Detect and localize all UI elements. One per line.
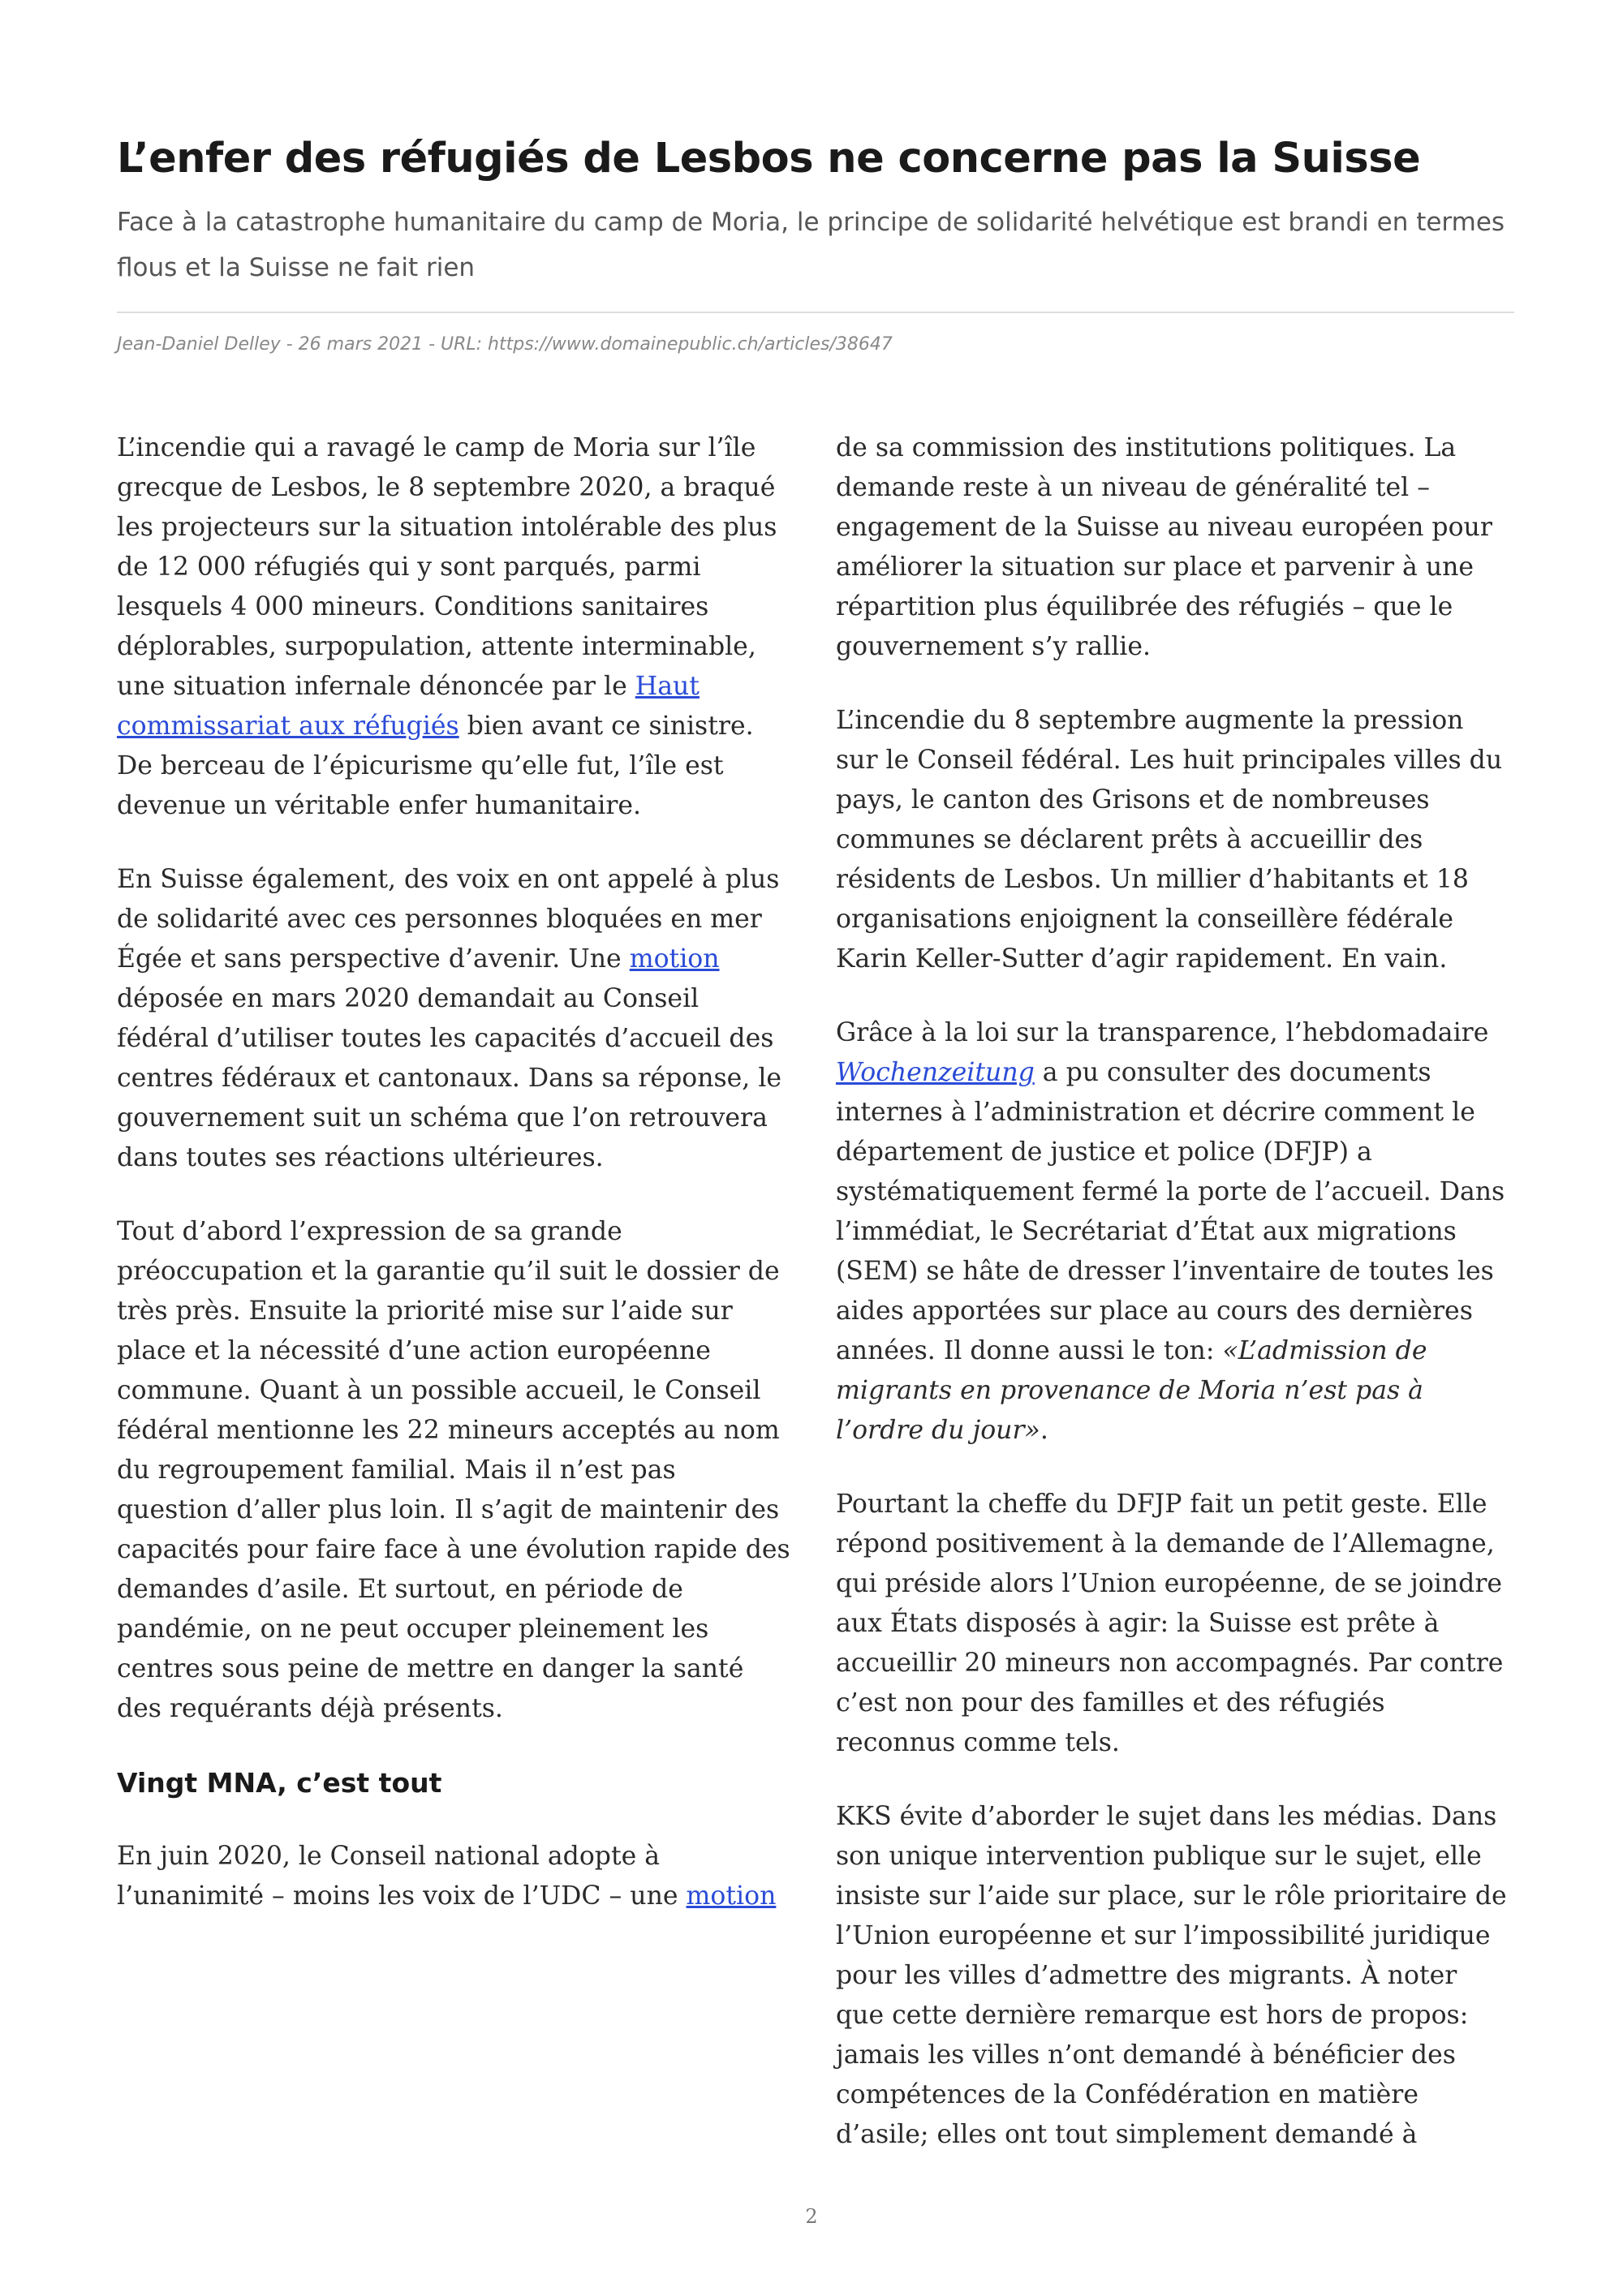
link-motion-2[interactable]: motion	[686, 1881, 777, 1911]
paragraph-4-continuation: de sa commission des institutions politiques. La demande reste à un niveau de généralité tel – engagement de la Suisse au niveau européen pour améliorer la situation sur place et parvenir à une répartition plus équilibrée des réfugiés – que le gouvernement s’y rallie.	[836, 433, 1492, 661]
paragraph-4: En juin 2020, le Conseil national adopte à l’unanimité – moins les voix de l’UDC – une motion	[117, 1842, 777, 1911]
article-meta: Jean-Daniel Delley - 26 mars 2021 - URL: https://www.domainepublic.ch/articles/38647	[117, 334, 893, 355]
article-header	[117, 130, 1513, 355]
paragraph-8: KKS évite d’aborder le sujet dans les médias. Dans son unique intervention publique sur le sujet, elle insiste sur l’aide sur place, sur le rôle prioritaire de l’Union européenne et sur l’impossibilité juridique pour les villes d’admettre des migrants. À noter que cette dernière remarque est hors de propos: jamais les villes n’ont demandé à bénéficier des compétences de la Confédération en matière d’asile; elles ont tout simplement demandé à	[836, 1802, 1507, 2149]
link-haut-commissariat[interactable]: Haut commissariat aux réfugiés	[117, 672, 700, 741]
link-motion-1[interactable]: motion	[629, 944, 720, 974]
paragraph-5: L’incendie du 8 septembre augmente la pression sur le Conseil fédéral. Les huit principales villes du pays, le canton des Grisons et de nombreuses communes se déclarent prêts à accueillir des résidents de Lesbos. Un millier d’habitants et 18 organisations enjoignent la conseillère fédérale Karin Keller-Sutter d’agir rapidement. En vain.	[836, 706, 1503, 974]
header-divider	[117, 312, 1514, 313]
page-number: 2	[805, 2205, 818, 2228]
link-wochenzeitung[interactable]: Wochenzeitung	[836, 1058, 1035, 1087]
paragraph-6: Grâce à la loi sur la transparence, l’hebdomadaire Wochenzeitung a pu consulter des documents internes à l’administration et décrire comment le département de justice et police (DFJP) a systématiquement fermé la porte de l’accueil. Dans l’immédiat, le Secrétariat d’État aux migrations (SEM) se hâte de dresser l’inventaire de toutes les aides apportées sur place au cours des dernières années. Il donne aussi le ton: «L’admission de migrants en provenance de Moria n’est pas à l’ordre du jour».	[836, 1018, 1505, 1445]
paragraph-3: Tout d’abord l’expression de sa grande préoccupation et la garantie qu’il suit le dossier de très près. Ensuite la priorité mise sur l’aide sur place et la nécessité d’une action européenne commune. Quant à un possible accueil, le Conseil fédéral mentionne les 22 mineurs acceptés au nom du regroupement familial. Mais il n’est pas question d’aller plus loin. Il s’agit de maintenir des capacités pour faire face à une évolution rapide des demandes d’asile. Et surtout, en période de pandémie, on ne peut occuper pleinement les centres sous peine de mettre en danger la santé des requérants déjà présents.	[117, 1217, 790, 1723]
right-column-continuation	[836, 428, 1509, 2155]
section-heading: Vingt MNA, c’est tout	[117, 1767, 442, 1799]
paragraph-7: Pourtant la cheffe du DFJP fait un petit geste. Elle répond positivement à la demande de l’Allemagne, qui préside alors l’Union européenne, de se joindre aux États disposés à agir: la Suisse est prête à accueillir 20 mineurs non accompagnés. Par contre c’est non pour des familles et des réfugiés reconnus comme tels.	[836, 1490, 1504, 1757]
left-column	[117, 428, 790, 1916]
article-title: L’enfer des réfugiés de Lesbos ne concerne pas la Suisse	[117, 135, 1421, 183]
paragraph-2: En Suisse également, des voix en ont appelé à plus de solidarité avec ces personnes bloquées en mer Égée et sans perspective d’avenir. Une motion déposée en mars 2020 demandait au Conseil fédéral d’utiliser toutes les capacités d’accueil des centres fédéraux et cantonaux. Dans sa réponse, le gouvernement suit un schéma que l’on retrouvera dans toutes ses réactions ultérieures.	[117, 865, 782, 1172]
quote: «L’admission de migrants en provenance de Moria n’est pas à l’ordre du jour»	[836, 1336, 1427, 1445]
article-subtitle: Face à la catastrophe humanitaire du camp de Moria, le principe de solidarité helvétique est brandi en termes flous et la Suisse ne fait rien	[117, 208, 1505, 282]
paragraph-1: L’incendie qui a ravagé le camp de Moria sur l’île grecque de Lesbos, le 8 septembre 2020, a braqué les projecteurs sur la situation intolérable des plus de 12 000 réfugiés qui y sont parqués, parmi lesquels 4 000 mineurs. Conditions sanitaires déplorables, surpopulation, attente interminable, une situation infernale dénoncée par le Haut commissariat aux réfugiés bien avant ce sinistre. De berceau de l’épicurisme qu’elle fut, l’île est devenue un véritable enfer humanitaire.	[117, 433, 777, 820]
